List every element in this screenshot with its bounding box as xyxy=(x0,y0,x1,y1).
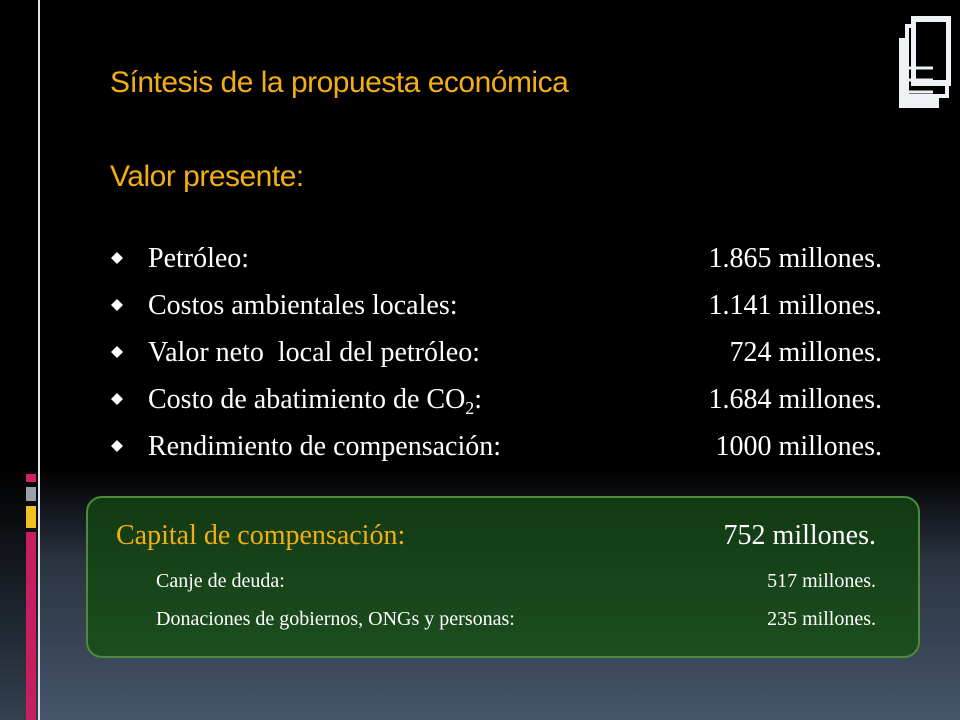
list-item xyxy=(112,337,882,377)
sidebar-divider-line xyxy=(38,0,40,720)
breakdown-value: 235 millones. xyxy=(767,608,876,630)
item-label: Rendimiento de compensación: xyxy=(148,431,502,462)
accent-mark-magenta-long xyxy=(26,532,36,720)
bullet-diamond-icon xyxy=(111,346,123,358)
item-value: 724 millones. xyxy=(729,337,882,368)
item-label xyxy=(148,384,482,419)
bullet-diamond-icon xyxy=(111,440,123,452)
breakdown-label: Canje de deuda: xyxy=(156,570,285,592)
bullet-diamond-icon xyxy=(111,252,123,264)
slide-subtitle: Valor presente: xyxy=(110,160,304,193)
list-item xyxy=(112,384,882,424)
breakdown-value: 517 millones. xyxy=(767,570,876,592)
capital-value: 752 millones. xyxy=(723,520,876,551)
item-label: Costos ambientales locales: xyxy=(148,290,458,321)
accent-mark-magenta xyxy=(26,474,36,482)
capital-label: Capital de compensación: xyxy=(116,520,406,551)
item-label-text: Costo de abatimiento de CO xyxy=(148,384,466,415)
item-value: 1.684 millones. xyxy=(708,384,882,415)
capital-panel xyxy=(86,496,920,658)
item-label: Petróleo: xyxy=(148,243,250,274)
item-label-subscript: 2 xyxy=(465,398,475,418)
accent-mark-gray xyxy=(26,487,36,501)
breakdown-label: Donaciones de gobiernos, ONGs y personas: xyxy=(156,608,515,630)
item-label-suffix: : xyxy=(474,384,483,415)
item-label: Valor neto local del petróleo: xyxy=(148,337,480,368)
item-value: 1.865 millones. xyxy=(708,243,882,274)
accent-mark-yellow xyxy=(26,506,36,528)
bullet-diamond-icon xyxy=(111,393,123,405)
list-item xyxy=(112,290,882,330)
slide-title: Síntesis de la propuesta económica xyxy=(110,66,569,99)
bullet-diamond-icon xyxy=(111,299,123,311)
item-value: 1000 millones. xyxy=(715,431,882,462)
list-item xyxy=(112,243,882,283)
document-stack-icon xyxy=(897,8,953,121)
list-item xyxy=(112,431,882,471)
item-value: 1.141 millones. xyxy=(708,290,882,321)
